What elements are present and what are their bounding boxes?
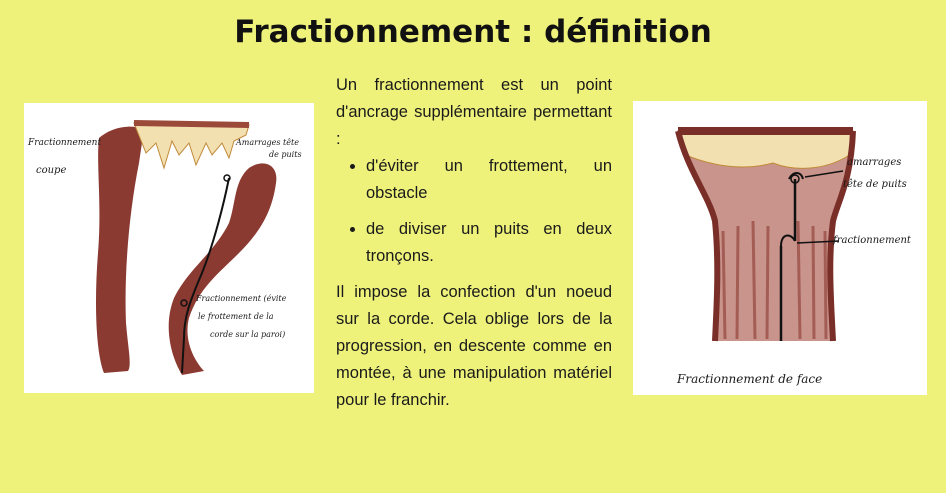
bullet-item: • de diviser un puits en deux tronçons. [366,216,612,270]
front-view-illustration [633,101,927,395]
figure-caption: Fractionnement de face [677,372,823,386]
intro-paragraph: Un fractionnement est un point d'ancrage supplémentaire permettant : [336,76,612,148]
label-section-2: coupe [36,165,67,176]
label-anchor-1: amarrages [847,157,902,168]
label-frac: fractionnement [833,235,911,246]
definition-text [336,72,612,414]
label-section: Fractionnement [28,138,102,148]
section-view-illustration [24,103,314,393]
bullet-item: • d'éviter un frottement, un obstacle [366,153,612,207]
bullet-list [336,153,612,270]
label-anchor-2: de puits [269,150,302,159]
label-frac-2: le frottement de la [198,312,274,321]
page-title: Fractionnement : définition [234,14,712,50]
label-anchor: Amarrages tête [236,138,299,147]
label-anchor-2: tête de puits [843,179,907,190]
label-frac-1: Fractionnement (évite [196,294,287,303]
label-frac-3: corde sur la paroi) [210,330,286,339]
outro-paragraph: Il impose la confection d'un noeud sur la corde. Cela oblige lors de la progression, en descente comme en montée, à une manipulation matériel pour le franchir. [336,283,612,409]
